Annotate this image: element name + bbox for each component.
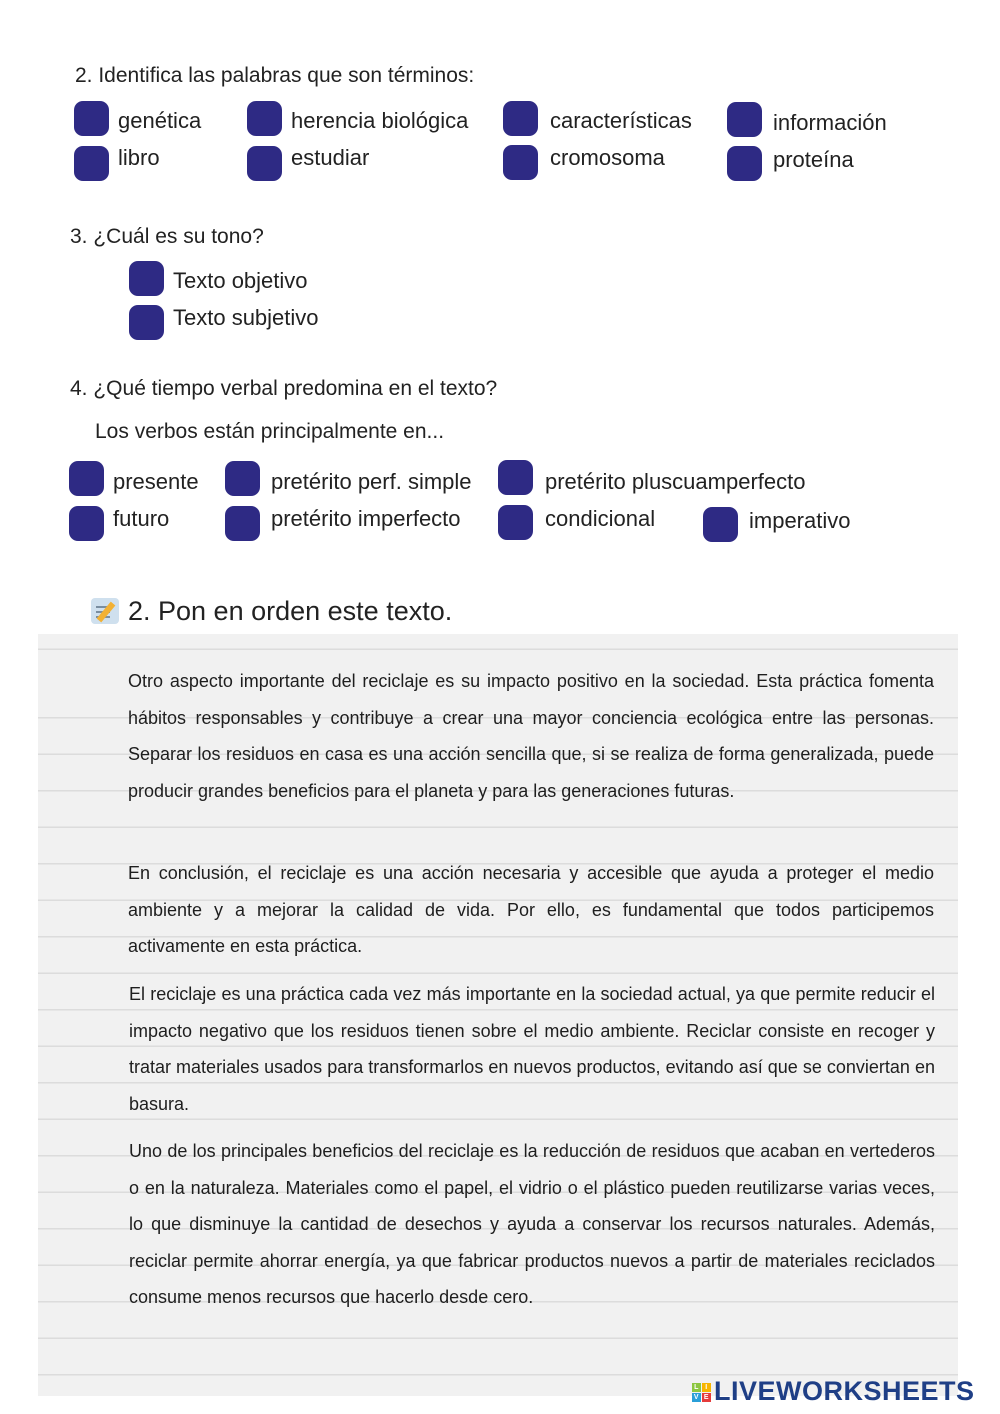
- checkbox-libro[interactable]: [74, 146, 109, 181]
- option-label: futuro: [113, 506, 170, 531]
- draggable-paragraph[interactable]: El reciclaje es una práctica cada vez más importante en la sociedad actual, ya que permite reducir el impacto negativo que los residuos tienen sobre el medio ambiente. Reciclar consiste en recoger y tratar materiales usados para transformarlos en nuevos productos, evitando así que se conviertan en basura.: [129, 984, 935, 1114]
- question-2-title: 2. Identifica las palabras que son términos:: [75, 64, 475, 87]
- checkbox-estudiar[interactable]: [247, 146, 282, 181]
- checkbox-caracteristicas[interactable]: [503, 101, 538, 136]
- section-2-title: 2. Pon en orden este texto.: [128, 596, 453, 626]
- checkbox-subjetivo[interactable]: [129, 305, 164, 340]
- logo-text: LIVEWORKSHEETS: [714, 1376, 975, 1406]
- checkbox-imperativo[interactable]: [703, 507, 738, 542]
- checkbox-informacion[interactable]: [727, 102, 762, 137]
- option-label: características: [550, 108, 692, 133]
- checkbox-cromosoma[interactable]: [503, 145, 538, 180]
- checkbox-genetica[interactable]: [74, 101, 109, 136]
- checkbox-herencia[interactable]: [247, 101, 282, 136]
- option-label: estudiar: [291, 145, 370, 170]
- option-label: genética: [118, 108, 202, 133]
- option-label: libro: [118, 145, 160, 170]
- option-label: cromosoma: [550, 145, 665, 170]
- draggable-paragraph[interactable]: En conclusión, el reciclaje es una acción necesaria y accesible que ayuda a proteger el medio ambiente y a mejorar la calidad de vida. Por ello, es fundamental que todos participemos activamente en esta práctica.: [128, 863, 934, 956]
- option-label: información: [773, 110, 887, 135]
- checkbox-proteina[interactable]: [727, 146, 762, 181]
- option-label: pretérito pluscuamperfecto: [545, 469, 806, 494]
- checkbox-pluscuamperfecto[interactable]: [498, 460, 533, 495]
- question-4-title: 4. ¿Qué tiempo verbal predomina en el texto?: [70, 377, 498, 400]
- option-label: pretérito imperfecto: [271, 506, 461, 531]
- option-label: pretérito perf. simple: [271, 469, 472, 494]
- option-label: presente: [113, 469, 199, 494]
- option-label: Texto subjetivo: [173, 305, 319, 330]
- option-label: proteína: [773, 147, 854, 172]
- checkbox-presente[interactable]: [69, 461, 104, 496]
- live-badge-icon: L I V E: [693, 1384, 710, 1402]
- question-3-title: 3. ¿Cuál es su tono?: [70, 225, 264, 248]
- checkbox-objetivo[interactable]: [129, 261, 164, 296]
- draggable-paragraph[interactable]: Uno de los principales beneficios del reciclaje es la reducción de residuos que acaban en vertederos o en la naturaleza. Materiales como el papel, el vidrio o el plástico pueden reutilizarse varias veces, lo que disminuye la cantidad de desechos y ayuda a conservar los recursos naturales. Además, reciclar permite ahorrar energía, ya que fabricar productos nuevos a partir de materiales reciclados consume menos recursos que hacerlo desde cero.: [129, 1141, 935, 1307]
- checkbox-imperfecto[interactable]: [225, 506, 260, 541]
- question-4-subtitle: Los verbos están principalmente en...: [95, 420, 445, 443]
- checkbox-condicional[interactable]: [498, 505, 533, 540]
- option-label: condicional: [545, 506, 656, 531]
- checkbox-preterito-perf[interactable]: [225, 461, 260, 496]
- draggable-paragraph[interactable]: Otro aspecto importante del reciclaje es su impacto positivo en la sociedad. Esta práctica fomenta hábitos responsables y contribuye a crear una mayor conciencia ecológica entre las personas. Separar los residuos en casa es una acción sencilla que, si se realiza de forma generalizada, puede producir grandes beneficios para el planeta y para las generaciones futuras.: [128, 671, 934, 801]
- option-label: Texto objetivo: [173, 268, 308, 293]
- memo-pencil-icon: [91, 598, 119, 624]
- option-label: herencia biológica: [291, 108, 469, 133]
- liveworksheets-logo: [692, 1376, 975, 1407]
- option-label: imperativo: [749, 508, 851, 533]
- checkbox-futuro[interactable]: [69, 506, 104, 541]
